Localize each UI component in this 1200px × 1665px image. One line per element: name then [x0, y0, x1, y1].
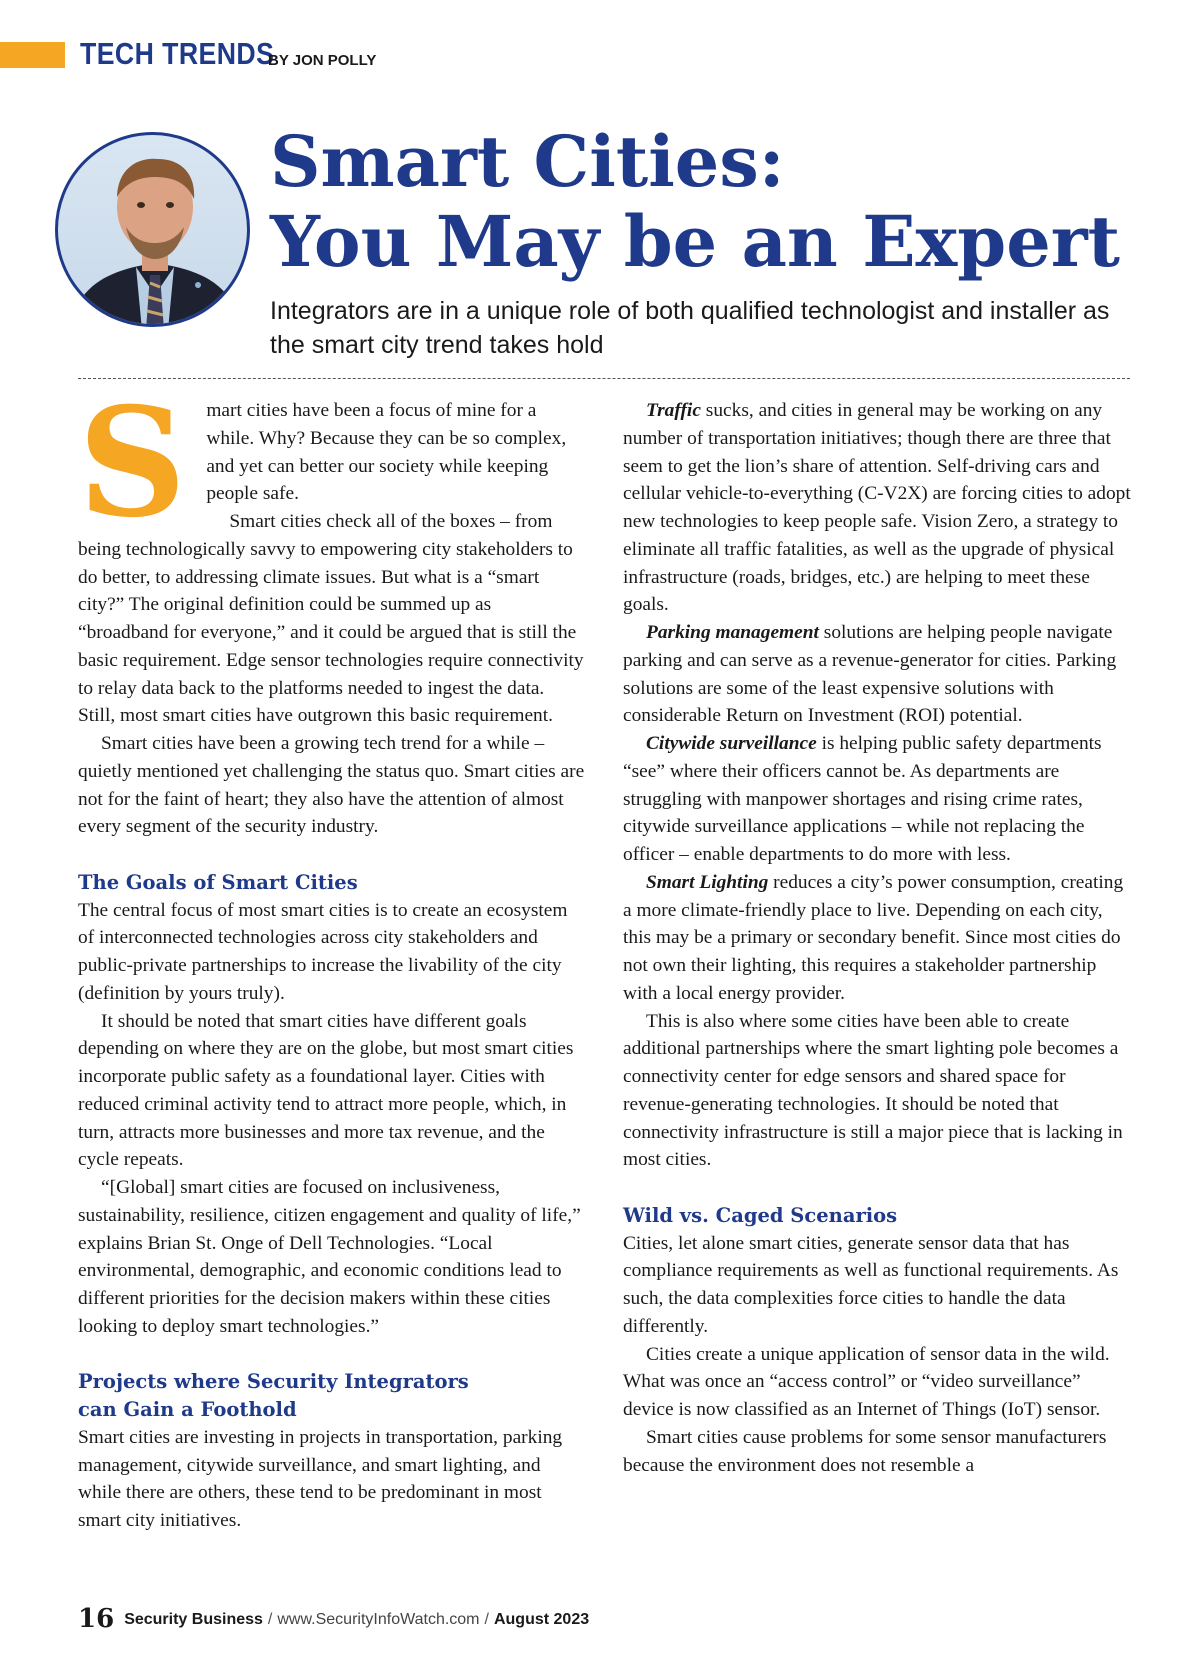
- paragraph-intro: mart cities have been a focus of mine for a while. Why? Because they can be so complex, and yet can better our society while keeping people safe.: [206, 400, 567, 505]
- article-headline: [270, 122, 1170, 282]
- paragraph-text: is helping public safety departments “see” where their officers cannot be. As departments are struggling with manpower shortages and rising crime rates, citywide surveillance applications – while not replacing the officer – enable departments to do more with less.: [623, 733, 1102, 865]
- footer-separator: /: [267, 1611, 273, 1628]
- subhead-goals: The Goals of Smart Cities: [78, 870, 358, 894]
- dashed-divider: [78, 378, 1130, 379]
- paragraph: Smart cities cause problems for some sensor manufacturers because the environment does not resemble a: [623, 1426, 1107, 1476]
- author-portrait-image: [58, 135, 250, 327]
- paragraph-text: solutions are helping people navigate parking and can serve as a revenue-generator for cities. Parking solutions are some of the least expensive solutions with considerable Return on Investment (ROI) potential.: [623, 622, 1117, 727]
- drop-cap: S: [78, 375, 187, 551]
- paragraph-parking: [623, 619, 1131, 730]
- paragraph-text: sucks, and cities in general may be working on any number of transportation initiatives; though there are three that seem to get the lion’s share of attention. Self-driving cars and cellular vehicle-to-everything (C-V2X) are forcing cities to adopt new technologies to keep people safe. Vision Zero, a strategy to eliminate all traffic fatalities, as well as the upgrade of physical infrastructure (roads, bridges, etc.) are helping to meet these goals.: [623, 400, 1131, 616]
- author-headshot: [55, 132, 250, 327]
- subhead-projects: Projects where Security Integrators can Gain a Foothold: [78, 1370, 469, 1421]
- headline-line-2: You May be an Expert: [270, 200, 1120, 283]
- paragraph: Smart cities are investing in projects in transportation, parking management, citywide surveillance, and smart lighting, and while there are others, these tend to be predominant in most smart city initiatives.: [78, 1426, 563, 1531]
- lead-in-surveillance: Citywide surveillance: [646, 733, 817, 754]
- publication-url: www.SecurityInfoWatch.com: [277, 1611, 480, 1628]
- section-accent-bar: [0, 42, 65, 68]
- paragraph-lighting: [623, 869, 1131, 1008]
- left-column: [78, 375, 586, 1535]
- subhead-wild-caged: Wild vs. Caged Scenarios: [623, 1203, 898, 1227]
- footer-separator: /: [484, 1611, 489, 1628]
- page-footer: [78, 1604, 589, 1634]
- paragraph-surveillance: [623, 730, 1131, 869]
- right-column: [623, 397, 1131, 1479]
- paragraph-text: reduces a city’s power consumption, creating a more climate-friendly place to live. Depending on each city, this may be a primary or secondary benefit. Since most cities do not own their lighting, this requires a stakeholder partnership with a local energy provider.: [623, 871, 1124, 1004]
- article-deck: Integrators are in a unique role of both qualified technologist and installer as the smart city trend takes hold: [270, 297, 1110, 359]
- issue-date: August 2023: [493, 1611, 590, 1628]
- paragraph-quote: “[Global] smart cities are focused on inclusiveness, sustainability, resilience, citizen engagement and quality of life,” explains Brian St. Onge of Dell Technologies. “Local environmental, demographic, and economic conditions lead to different priorities for the decision makers within these cities looking to deploy smart technologies.”: [78, 1177, 581, 1337]
- paragraph: The central focus of most smart cities is to create an ecosystem of interconnected technologies across city stakeholders and public-private partnerships to increase the livability of the city (definition by yours truly).: [78, 899, 568, 1004]
- paragraph: Cities create a unique application of sensor data in the wild. What was once an “access control” or “video surveillance” device is now classified as an Internet of Things (IoT) sensor.: [623, 1343, 1110, 1420]
- paragraph: It should be noted that smart cities have different goals depending on where they are on the globe, but most smart cities incorporate public safety as a foundational layer. Cities with reduced criminal activity tend to attract more people, which, in turn, attracts more businesses and more tax revenue, and the cycle repeats.: [78, 1010, 574, 1171]
- paragraph: This is also where some cities have been able to create additional partnerships where the smart lighting pole becomes a connectivity center for edge sensors and shared space for revenue-generating technologies. It should be noted that connectivity infrastructure is still a major piece that is lacking in most cities.: [623, 1010, 1123, 1171]
- page-number: 16: [78, 1604, 115, 1634]
- publication-name: Security Business: [124, 1611, 263, 1628]
- headline-line-1: Smart Cities:: [270, 120, 785, 203]
- section-title: TECH TRENDS: [80, 36, 275, 71]
- lead-in-lighting: Smart Lighting: [646, 871, 769, 893]
- lead-in-traffic: Traffic: [646, 400, 701, 421]
- byline: BY JON POLLY: [268, 52, 377, 69]
- paragraph: Smart cities check all of the boxes – from being technologically savvy to empowering city stakeholders to do better, to addressing climate issues. But what is a “smart city?” The original definition could be summed up as “broadband for everyone,” and it could be argued that is still the basic requirement. Edge sensor technologies require connectivity to relay data back to the platforms needed to ingest the data. Still, most smart cities have outgrown this basic requirement.: [78, 511, 584, 727]
- paragraph-traffic: [623, 397, 1131, 619]
- paragraph: Cities, let alone smart cities, generate sensor data that has compliance requirements as well as functional requirements. As such, the data complexities force cities to handle the data differently.: [623, 1232, 1119, 1337]
- paragraph: Smart cities have been a growing tech trend for a while – quietly mentioned yet challenging the status quo. Smart cities are not for the faint of heart; they also have the attention of almost every segment of the security industry.: [78, 733, 585, 838]
- lead-in-parking: Parking management: [646, 622, 819, 643]
